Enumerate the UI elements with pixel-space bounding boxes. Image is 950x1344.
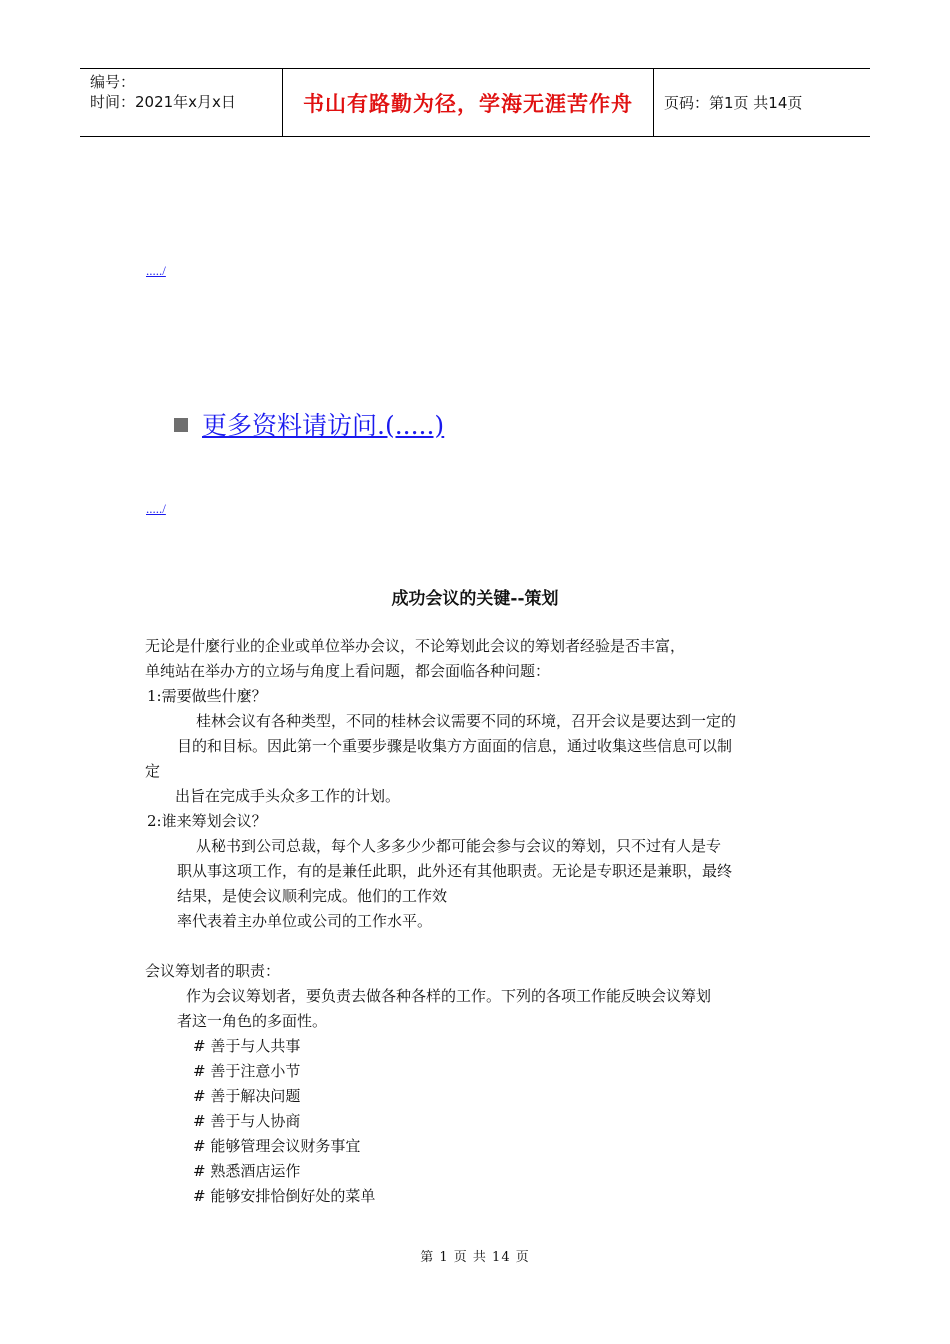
code-label: 编号： — [90, 73, 136, 91]
square-bullet-icon — [174, 418, 188, 432]
text-line: 目的和目标。因此第一个重要步骤是收集方方面面的信息，通过收集这些信息可以制 — [177, 737, 733, 755]
list-item: # 熟悉酒店运作 — [193, 1162, 301, 1180]
list-item: # 能够安排恰倒好处的菜单 — [193, 1187, 376, 1205]
section-heading: 1:需要做些什麼？ — [147, 687, 267, 705]
text-line: 结果，是使会议顺利完成。他们的工作效 — [177, 887, 448, 905]
text-line: 从秘书到公司总裁，每个人多多少少都可能会参与会议的筹划，只不过有人是专 — [196, 837, 722, 855]
more-info-link[interactable]: 更多资料请访问.(.....) — [202, 411, 445, 440]
list-item: # 善于注意小节 — [193, 1062, 301, 1080]
section-heading: 2:谁来筹划会议？ — [147, 812, 267, 830]
header-page-info: 页码：第1页 共14页 — [664, 94, 803, 112]
more-info-row — [174, 406, 444, 442]
bottom-small-link[interactable]: ...../ — [146, 501, 166, 516]
list-item: # 善于与人协商 — [193, 1112, 301, 1130]
section-heading: 会议筹划者的职责： — [145, 962, 281, 980]
page-header — [80, 68, 870, 137]
page-footer: 第 1 页 共 14 页 — [420, 1250, 530, 1265]
article-title: 成功会议的关键--策划 — [391, 589, 559, 609]
top-small-link[interactable]: ...../ — [146, 263, 166, 278]
time-label: 时间：2021年x月x日 — [90, 93, 236, 111]
header-motto: 书山有路勤为径，学海无涯苦作舟 — [282, 69, 654, 136]
text-line: 单纯站在举办方的立场与角度上看问题，都会面临各种问题： — [145, 662, 551, 680]
list-item: # 善于与人共事 — [193, 1037, 301, 1055]
list-item: # 能够管理会议财务事宜 — [193, 1137, 361, 1155]
list-item: # 善于解决问题 — [193, 1087, 301, 1105]
text-line: 率代表着主办单位或公司的工作水平。 — [177, 912, 433, 930]
text-line: 出旨在完成手头众多工作的计划。 — [175, 787, 401, 805]
text-line: 职从事这项工作，有的是兼任此职，此外还有其他职责。无论是专职还是兼职，最终 — [177, 862, 733, 880]
text-line: 无论是什麼行业的企业或单位举办会议，不论筹划此会议的筹划者经验是否丰富， — [145, 637, 686, 655]
header-meta — [80, 69, 282, 136]
text-line: 者这一角色的多面性。 — [177, 1012, 328, 1030]
text-line: 定 — [145, 762, 161, 780]
text-line: 桂林会议有各种类型，不同的桂林会议需要不同的环境，召开会议是要达到一定的 — [196, 712, 737, 730]
text-line: 作为会议筹划者，要负责去做各种各样的工作。下列的各项工作能反映会议筹划 — [186, 987, 712, 1005]
